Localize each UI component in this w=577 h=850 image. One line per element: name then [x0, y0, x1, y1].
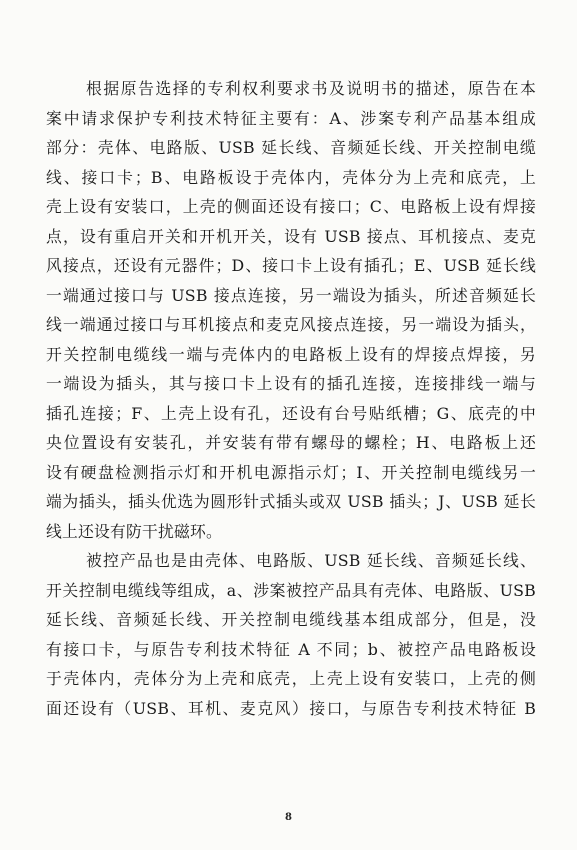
paragraph-1-line-16: 线上还设有防干扰磁环。	[46, 521, 222, 541]
paragraph-1-line-7: 风接点，还设有元器件；D、接口卡上设有插孔；E、USB 延长线	[46, 256, 536, 275]
paragraph-1-line-4: 线、接口卡；B、电路板设于壳体内，壳体分为上壳和底壳，上	[46, 167, 536, 187]
paragraph-2-line-3: 延长线、音频延长线、开关控制电缆线基本组成部分，但是，没	[46, 610, 536, 629]
paragraph-1-line-14: 设有硬盘检测指示灯和开机电源指示灯；I、开关控制电缆线另一	[46, 462, 536, 482]
paragraph-1-line-3: 部分：壳体、电路版、USB 延长线、音频延长线、开关控制电缆	[46, 138, 536, 157]
paragraph-1-line-11: 一端设为插头，其与接口卡上设有的插孔连接，连接排线一端与	[46, 374, 536, 393]
paragraph-2-line-5: 于壳体内，壳体分为上壳和底壳，上壳上设有安装口，上壳的侧	[46, 669, 536, 688]
paragraph-1-line-2: 案中请求保护专利技术特征主要有：A、涉案专利产品基本组成	[46, 108, 536, 128]
paragraph-1-line-1: 根据原告选择的专利权利要求书及说明书的描述，原告在本	[86, 79, 536, 98]
paragraph-2-line-1: 被控产品也是由壳体、电路版、USB 延长线、音频延长线、	[86, 551, 536, 570]
paragraph-1-line-15: 端为插头，插头优选为圆形针式插头或双 USB 插头；J、USB 延长	[46, 492, 536, 511]
paragraph-2-line-6: 面还设有（USB、耳机、麦克风）接口，与原告专利技术特征 B	[46, 698, 536, 718]
paragraph-2-line-4: 有接口卡，与原告专利技术特征 A 不同；b、被控产品电路板设	[46, 639, 536, 659]
paragraph-1-line-10: 开关控制电缆线一端与壳体内的电路板上设有的焊接点焊接，另	[46, 344, 536, 364]
paragraph-1-line-13: 央位置设有安装孔，并安装有带有螺母的螺栓；H、电路板上还	[46, 433, 536, 452]
paragraph-1-line-6: 点，设有重启开关和开机开关，设有 USB 接点、耳机接点、麦克	[46, 226, 536, 246]
paragraph-2-line-2: 开关控制电缆线等组成，a、涉案被控产品具有壳体、电路版、USB	[46, 580, 536, 600]
paragraph-1-line-5: 壳上设有安装口，上壳的侧面还设有接口；C、电路板上设有焊接	[46, 197, 536, 216]
paragraph-1-line-8: 一端通过接口与 USB 接点连接，另一端设为插头，所述音频延长	[46, 285, 536, 305]
page-number: 8	[285, 812, 292, 823]
body-text	[46, 74, 536, 723]
paragraph-1-line-9: 线一端通过接口与耳机接点和麦克风接点连接，另一端设为插头，	[46, 315, 536, 334]
paragraph-1-line-12: 插孔连接；F、上壳上设有孔，还设有台号贴纸槽；G、底壳的中	[46, 403, 536, 423]
